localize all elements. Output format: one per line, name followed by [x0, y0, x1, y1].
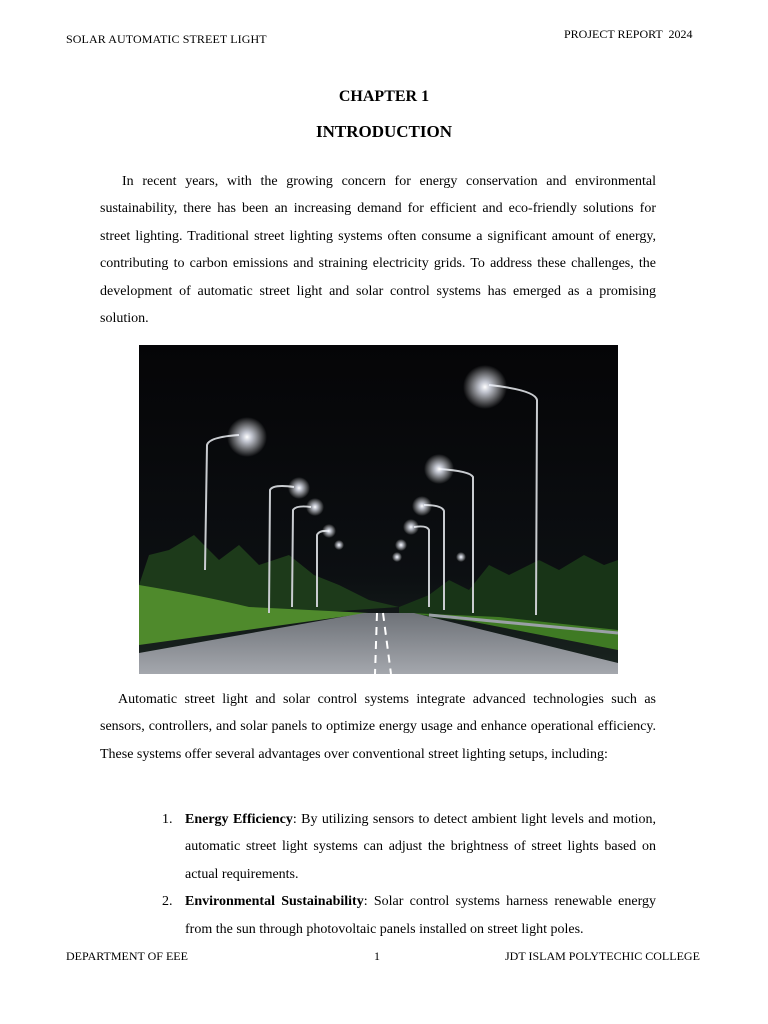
- list-term: Environmental Sustainability: [185, 894, 364, 910]
- list-number: 1.: [162, 812, 173, 827]
- list-number: 2.: [162, 894, 173, 910]
- advantages-list: [162, 806, 656, 943]
- list-term: Energy Efficiency: [185, 812, 293, 827]
- page-number: 1: [374, 949, 380, 963]
- list-text: : Solar control systems harness renewable energy from the sun through photovoltaic panels installed on street light poles.: [185, 894, 656, 937]
- running-header-report: PROJECT REPORT 2024: [564, 27, 693, 41]
- body-paragraph: Automatic street light and solar control systems integrate advanced technologies such as sensors, controllers, and solar panels to optimize energy usage and enhance operational efficiency. These systems offer several advantages over conventional street lighting setups, including:: [100, 692, 656, 762]
- list-item: [162, 806, 656, 888]
- section-title: INTRODUCTION: [315, 122, 453, 141]
- running-header-title: SOLAR AUTOMATIC STREET LIGHT: [66, 32, 267, 46]
- footer-college: JDT ISLAM POLYTECHIC COLLEGE: [505, 949, 700, 963]
- chapter-heading: CHAPTER 1: [338, 88, 430, 105]
- street-lights-photo: [139, 345, 618, 674]
- footer-department: DEPARTMENT OF EEE: [66, 949, 188, 963]
- intro-paragraph: In recent years, with the growing concern for energy conservation and environmental sustainability, there has been an increasing demand for efficient and eco-friendly solutions for street lighting. Traditional street lighting systems often consume a significant amount of energy, contributing to carbon emissions and straining electricity grids. To address these challenges, the development of automatic street light and solar control systems has emerged as a promising solution.: [100, 174, 656, 327]
- list-item: [162, 888, 656, 943]
- list-text: : By utilizing sensors to detect ambient light levels and motion, automatic street light systems can adjust the brightness of street lights based on actual requirements.: [185, 812, 657, 882]
